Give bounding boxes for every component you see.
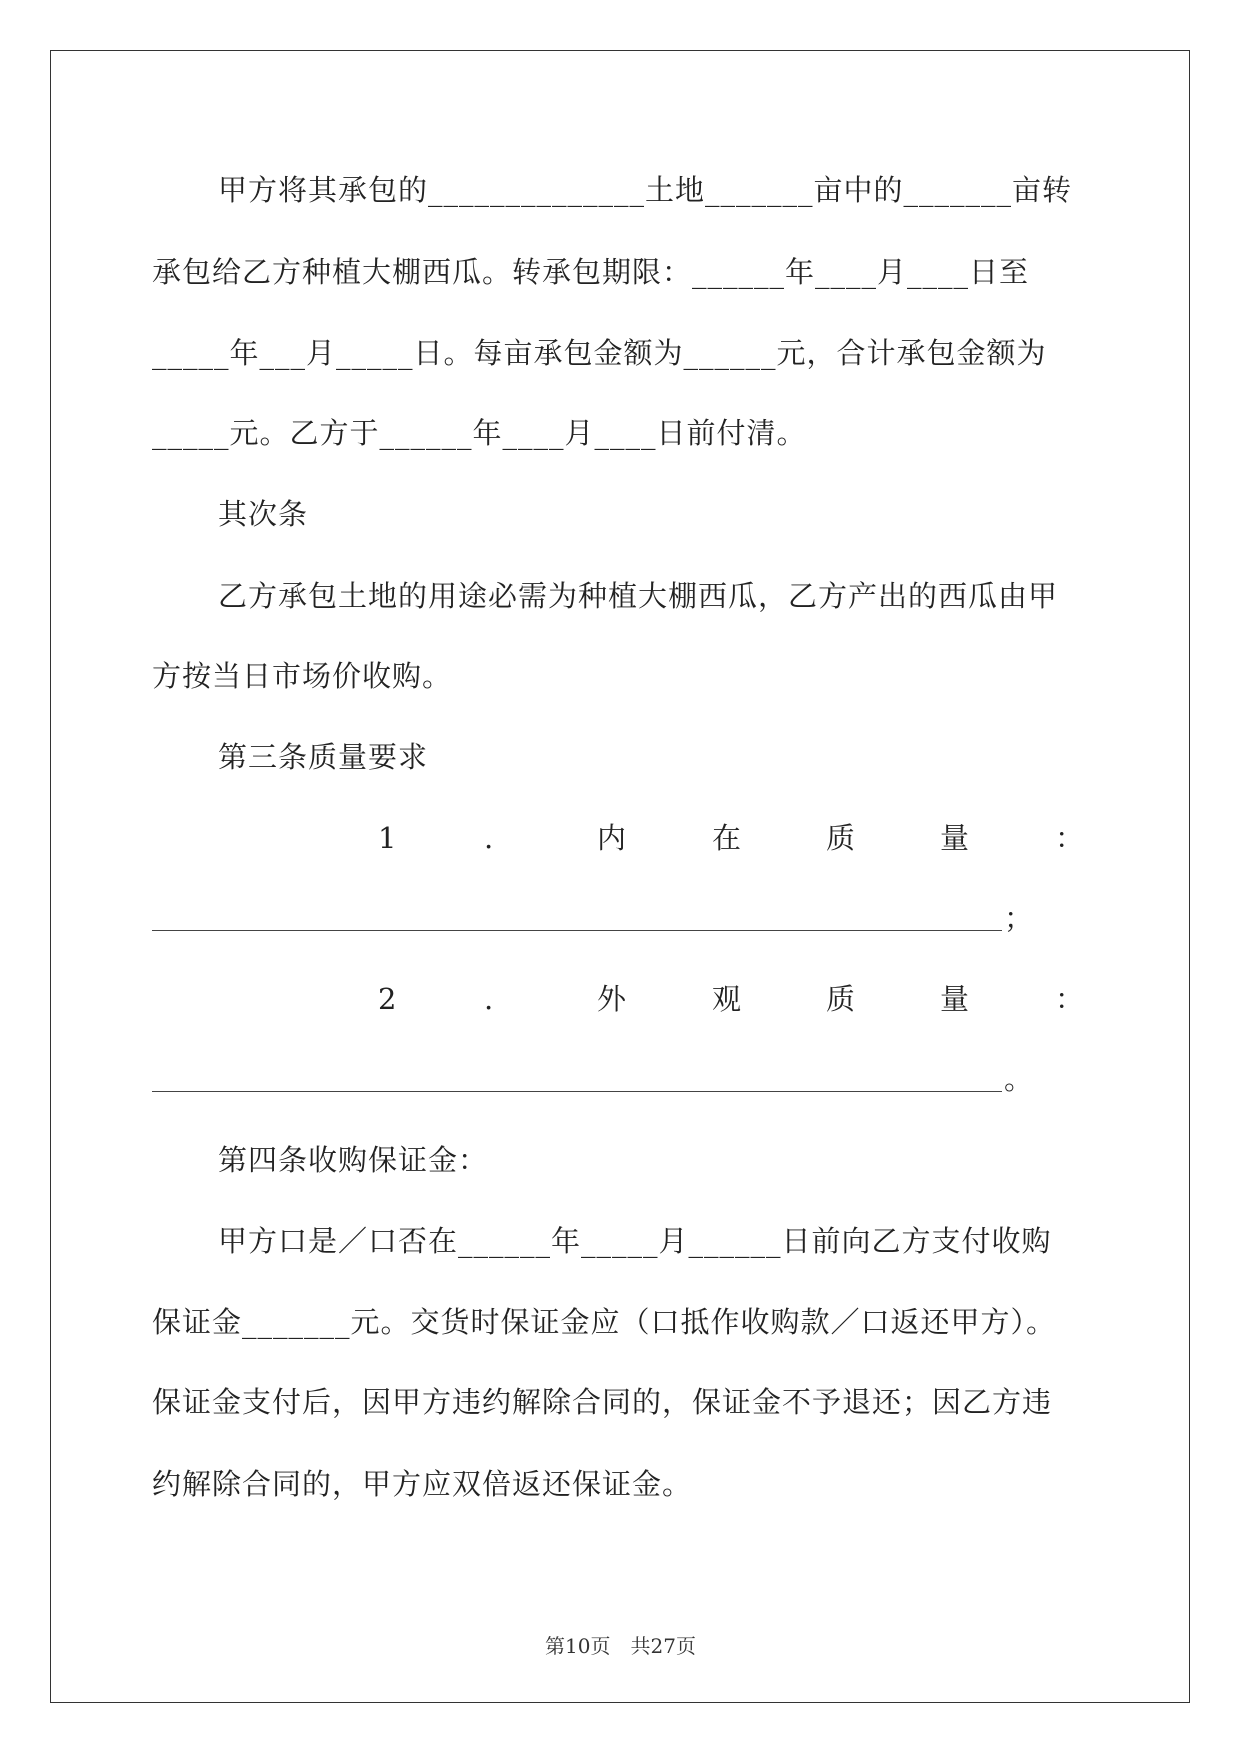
quality-item-number: 1: [378, 821, 397, 855]
article-title: 第四条收购保证金：: [218, 1143, 489, 1177]
page-number-footer: 第10页 共27页: [545, 1634, 696, 1658]
quality-item-dot: .: [484, 821, 494, 855]
quality-item-dot: .: [484, 982, 494, 1016]
quality-item-char: 观: [712, 982, 742, 1016]
quality-item-number: 2: [378, 982, 397, 1016]
article-title: 第三条质量要求: [218, 740, 429, 774]
quality-item-char: 在: [712, 821, 742, 855]
paragraph-line: 约解除合同的，甲方应双倍返还保证金。: [152, 1467, 693, 1501]
paragraph-line: _____元。乙方于______年____月____日前付清。: [152, 416, 807, 450]
article-title: 其次条: [218, 497, 309, 531]
quality-item-char: 量: [940, 821, 970, 855]
quality-item-colon: ：: [1055, 821, 1085, 855]
quality-item-char: 外: [597, 982, 627, 1016]
paragraph-line: 承包给乙方种植大棚西瓜。转承包期限：______年____月____日至: [152, 255, 1030, 289]
paragraph-line: 保证金_______元。交货时保证金应（口抵作收购款／口返还甲方）。: [152, 1305, 1057, 1339]
quality-item-char: 质: [826, 982, 856, 1016]
paragraph-line: 保证金支付后，因甲方违约解除合同的，保证金不予退还；因乙方违: [152, 1385, 1053, 1419]
quality-item-char: 量: [940, 982, 970, 1016]
paragraph-line: _____年___月_____日。每亩承包金额为______元，合计承包金额为: [152, 336, 1047, 370]
paragraph-line: 甲方将其承包的______________土地_______亩中的_______亩转: [218, 173, 1073, 207]
paragraph-line: 方按当日市场价收购。: [152, 659, 453, 693]
quality-item-char: 内: [597, 821, 627, 855]
fill-in-blank-line: [152, 930, 1002, 931]
quality-item-colon: ：: [1055, 982, 1085, 1016]
paragraph-line: 乙方承包土地的用途必需为种植大棚西瓜，乙方产出的西瓜由甲: [218, 579, 1059, 613]
line-end-punctuation: ；: [1004, 901, 1034, 935]
fill-in-blank-line: [152, 1091, 1002, 1092]
page-border: [50, 50, 1190, 1703]
paragraph-line: 甲方口是／口否在______年_____月______日前向乙方支付收购: [218, 1224, 1052, 1258]
line-end-punctuation: 。: [1004, 1062, 1034, 1096]
quality-item-char: 质: [826, 821, 856, 855]
